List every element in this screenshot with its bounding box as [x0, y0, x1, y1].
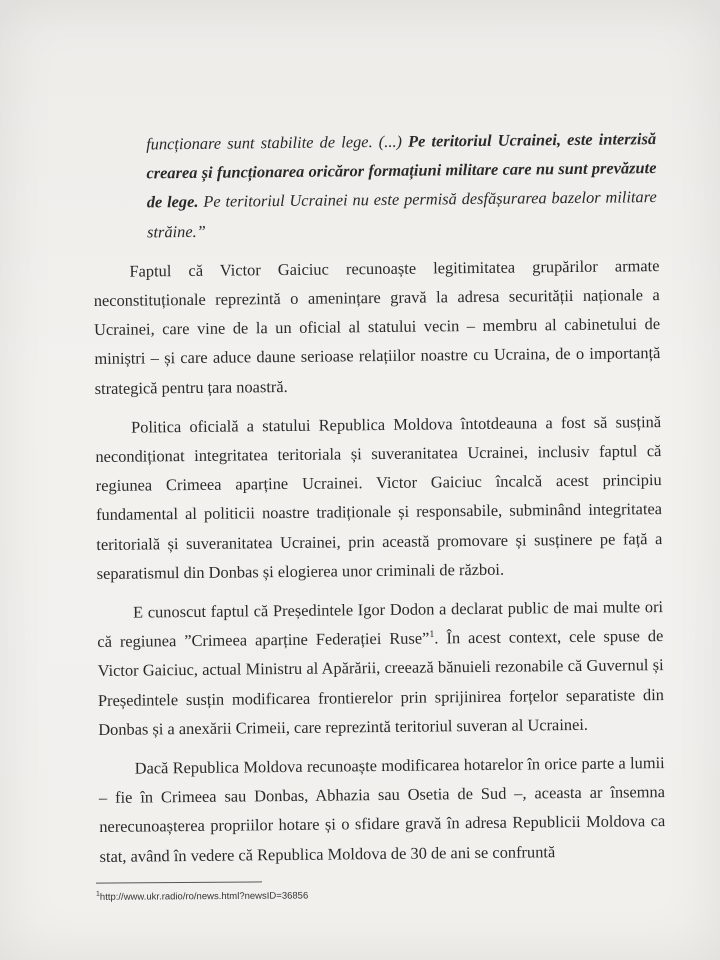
quote-bold-text: Pe teritoriul Ucrainei, este interzisă crearea și funcționarea oricăror formațiuni militare care nu sunt prevăzute de lege. [146, 129, 657, 212]
footnote-separator [96, 881, 262, 883]
paragraph-3-end: . În acest context, cele spuse de Victor Gaiciuc, actual Ministru al Apărării, creează bănuieli rezonabile că Guvernul și Președintele susțin modificarea frontierelor prin sprijinirea forțelor separatiste din Donbas și a anexării Crimeii, care reprezintă teritoriul suveran al Ucrainei. [97, 626, 665, 739]
footnote-marker: 1 [95, 890, 100, 898]
footnote-reference: 1 [429, 629, 435, 641]
paragraph-4: Dacă Republica Moldova recunoaște modificarea hotarelor în orice parte a lumii – fie în Crimeea sau Donbas, Abhazia sau Osetia de Sud –, aceasta ar însemna nerecunoașterea propriilor hotare și o sfidare gravă în adresa Republicii Moldova ca stat, având în vedere că Republica Moldova de 30 de ani se confruntă [98, 753, 666, 866]
document-body [92, 124, 666, 881]
paragraph-3 [97, 592, 664, 744]
paragraph-1: Faptul că Victor Gaiciuc recunoaște legitimitatea grupărilor armate neconstituționale reprezintă o amenințare gravă la adresa securității naționale a Ucrainei, care vine de la un oficial al statului vecin – membru al cabinetului de miniștri – și care aduce daune serioase relațiilor noastre cu Ucraina, de o importanță strategică pentru țara noastră. [93, 255, 661, 398]
quoted-law-excerpt [146, 124, 657, 246]
footnote [96, 889, 308, 903]
quote-tail: Pe teritoriul Ucrainei nu este permisă desfășurarea bazelor militare străine.” [146, 187, 657, 242]
quote-intro: funcționare sunt stabilite de lege. (...) [146, 131, 409, 154]
paragraph-3-start: E cunoscut faptul că Președintele Igor Dodon a declarat public de mai multe ori că regiunea ”Crimeea aparține Federației Ruse” [97, 597, 664, 652]
footnote-link: http://www.ukr.radio/ro/news.html?newsID=36856 [99, 890, 309, 903]
paragraph-2: Politica oficială a statului Republica Moldova întotdeauna a fost să susțină necondiționat integritatea teritoriala și suveranitatea Ucrainei, inclusiv faptul că regiunea Crimeea aparține Ucrainei. Victor Gaiciuc încalcă acest principiu fundamental al politicii noastre tradiționale și responsabile, subminând integritatea teritorială și suveranitatea Ucrainei, prin această promovare și susținere pe față a separatismul din Donbas și elogierea unor criminali de război. [95, 411, 663, 583]
